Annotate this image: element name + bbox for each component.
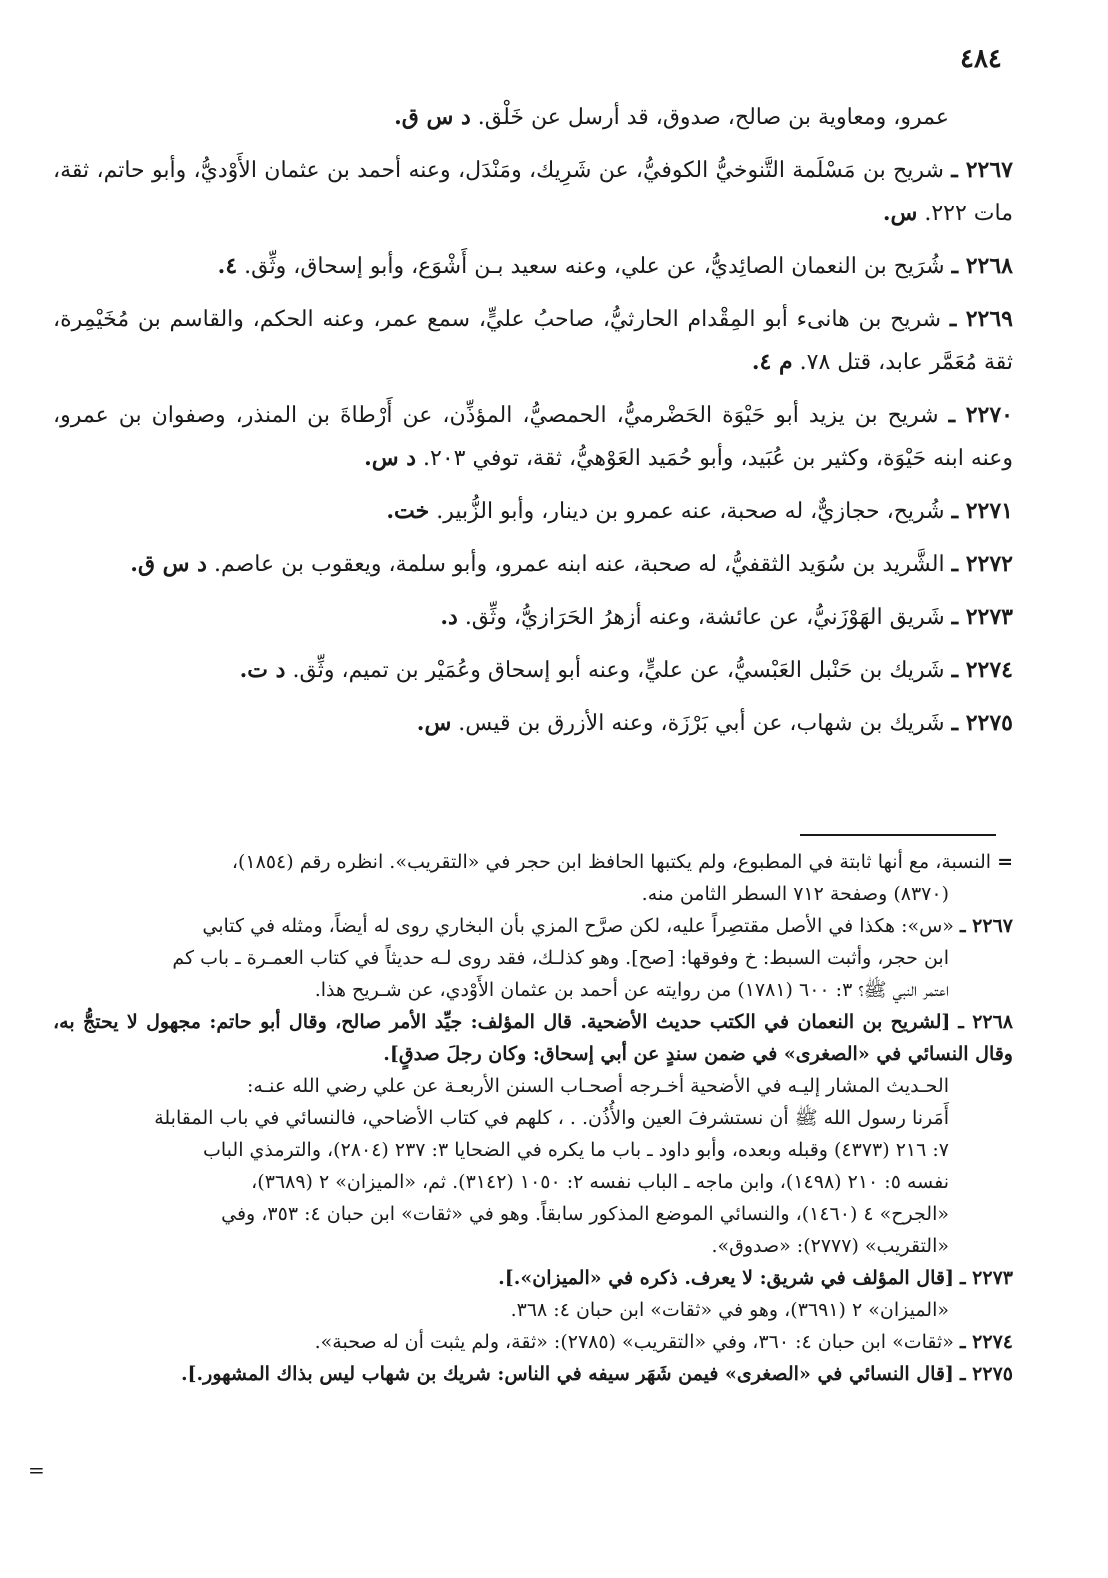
footnote-separator <box>800 834 996 836</box>
entry-2272 <box>53 543 1013 586</box>
entry-2271 <box>53 490 1013 533</box>
footnote-2275 <box>53 1358 1013 1390</box>
entry-sigla: د س ق. <box>130 551 207 577</box>
footnote-line: «س»: هكذا في الأصل مقتصِراً عليه، لكن صرَّح المزي بأن البخاري روى له أيضاً، ومثله في كتابي <box>202 915 954 937</box>
footnote-quote: [قال المؤلف في شريق: لا يعرف. ذكره في «الميزان».]. <box>498 1267 954 1289</box>
footnote-number: ٢٢٧٣ ـ <box>959 1267 1013 1289</box>
entry-2274 <box>53 649 1013 692</box>
entry-2267 <box>53 149 1013 235</box>
entry-2269 <box>53 298 1013 384</box>
footnote-number: = <box>997 851 1013 873</box>
entry-text: شَريق الهَوْزَنيُّ، عن عائشة، وعنه أزهرُ الحَرَازيُّ، وثِّق. <box>464 605 945 630</box>
entry-text: شريح بن مَسْلَمة التَّنوخيُّ الكوفيُّ، عن شَرِيك، ومَنْدَل، وعنه أحمد بن عثمان الأَوْديُّ، وأبو حاتم، ثقة، مات ٢٢٢. <box>53 158 1013 226</box>
entry-number: ٢٢٧٥ ـ <box>951 710 1013 736</box>
footnote-line: النسبة، مع أنها ثابتة في المطبوع، ولم يكتبها الحافظ ابن حجر في «التقريب». انظره رقم (١٨٥٤)، <box>231 851 992 873</box>
footnote-number: ٢٢٦٧ ـ <box>959 915 1013 937</box>
entry-2275 <box>53 702 1013 745</box>
footnote-line: «التقريب» (٢٧٧٧): «صدوق». <box>711 1235 949 1257</box>
page-number: ٤٨٤ <box>960 44 1002 74</box>
entry-sigla: خت. <box>386 498 430 524</box>
entry-text: الشَّريد بن سُوَيد الثقفيُّ، له صحبة، عنه ابنه عمرو، وأبو سلمة، ويعقوب بن عاصم. <box>213 552 945 577</box>
footnote-2274 <box>53 1326 1013 1358</box>
entry-2270 <box>53 394 1013 480</box>
footnote-line: «الميزان» ٢ (٣٦٩١)، وهو في «ثقات» ابن حبان ٤: ٣٦٨. <box>510 1299 949 1321</box>
entry-number: ٢٢٦٩ ـ <box>949 306 1013 332</box>
footnote-line: «الجرح» ٤ (١٤٦٠)، والنسائي الموضع المذكور سابقاً. وهو في «ثقات» ابن حبان ٤: ٣٥٣، وفي <box>221 1203 949 1225</box>
entry-number: ٢٢٧٤ ـ <box>951 657 1013 683</box>
footnote-2268 <box>53 1006 1013 1262</box>
footnote-line: اعتمر النبي ﷺ؟ ٣: ٦٠٠ (١٧٨١) من روايته عن أحمد بن عثمان الأَوْدي، عن شـريح هذا. <box>314 979 949 1001</box>
entry-number: ٢٢٧٣ ـ <box>951 604 1013 630</box>
entry-continuation <box>53 96 1013 139</box>
entry-text: شُريح، حجازيٌّ، له صحبة، عنه عمرو بن دينار، وأبو الزُّبير. <box>436 499 945 524</box>
entry-sigla: د. <box>440 604 458 630</box>
footnote-continuation <box>53 846 1013 910</box>
footnote-line: الحـديث المشار إليـه في الأضحية أخـرجه أصحـاب السنن الأربعـة عن علي رضي الله عنـه: <box>246 1075 949 1097</box>
footnote-quote: [قال النسائي في «الصغرى» فيمن شَهَر سيفه في الناس: شريك بن شهاب ليس بذاك المشهور.]. <box>180 1363 954 1385</box>
entry-text: شَريك بن شهاب، عن أبي بَرْزَة، وعنه الأزرق بن قيس. <box>458 711 945 736</box>
entry-sigla: م ٤. <box>751 349 793 375</box>
entry-2268 <box>53 245 1013 288</box>
entry-text: شريح بن هانىء أبو المِقْدام الحارثيُّ، صاحبُ عليٍّ، سمع عمر، وعنه الحكم، والقاسم بن مُخَيْمِرة، ثقة مُعَمَّر عابد، قتل ٧٨. <box>53 307 1013 375</box>
entry-number: ٢٢٧٠ ـ <box>948 402 1013 428</box>
entry-text: شريح بن يزيد أبو حَيْوَة الحَضْرميُّ، الحمصيُّ، المؤذِّن، عن أَرْطاةَ بن المنذر، وصفوان بن عمرو، وعنه ابنه حَيْوَة، وكثير بن عُبَيد، وأبو حُمَيد العَوْهيُّ، ثقة، توفي ٢٠٣. <box>53 403 1013 471</box>
footnotes <box>53 846 1013 1390</box>
footnote-line: (٨٣٧٠) وصفحة ٧١٢ السطر الثامن منه. <box>641 883 949 905</box>
entry-text: شُرَيح بن النعمان الصائِديُّ، عن علي، وعنه سعيد بـن أَشْوَع، وأبو إسحاق، وثِّق. <box>244 254 945 279</box>
footnote-line: أَمَرنا رسول الله ﷺ أن نستشرفَ العين والأُذُن. . ، كلهم في كتاب الأضاحي، فالنسائي في باب المقابلة <box>154 1107 949 1129</box>
entry-number: ٢٢٧٢ ـ <box>951 551 1013 577</box>
footnote-line: ٧: ٢١٦ (٤٣٧٣) وقبله وبعده، وأبو داود ـ باب ما يكره في الضحايا ٣: ٢٣٧ (٢٨٠٤)، والترمذي الباب <box>203 1139 949 1161</box>
entry-sigla: س. <box>882 200 918 226</box>
footnote-number: ٢٢٧٤ ـ <box>959 1331 1013 1353</box>
continuation-mark: = <box>28 1458 45 1482</box>
footnote-number: ٢٢٧٥ ـ <box>959 1363 1013 1385</box>
biography-entries <box>53 96 1013 755</box>
entry-number: ٢٢٦٧ ـ <box>951 157 1013 183</box>
entry-text: عمرو، ومعاوية بن صالح، صدوق، قد أرسل عن خَلْق. <box>477 105 949 130</box>
entry-number: ٢٢٦٨ ـ <box>951 253 1013 279</box>
entry-text: شَريك بن حَنْبل العَبْسيُّ، عن عليٍّ، وعنه أبو إسحاق وعُمَيْر بن تميم، وثِّق. <box>292 658 945 683</box>
footnote-line: نفسه ٥: ٢١٠ (١٤٩٨)، وابن ماجه ـ الباب نفسه ٢: ١٠٥٠ (٣١٤٢). ثم، «الميزان» ٢ (٣٦٨٩)، <box>251 1171 949 1193</box>
footnote-2273 <box>53 1262 1013 1326</box>
entry-2273 <box>53 596 1013 639</box>
entry-number: ٢٢٧١ ـ <box>951 498 1013 524</box>
footnote-quote: [لشريح بن النعمان في الكتب حديث الأضحية. قال المؤلف: جيِّد الأمر صالح، وقال أبو حاتم: مجهول لا يحتجُّ به، وقال النسائي في «الصغرى» في ضمن سندٍ عن أبي إسحاق: وكان رجلَ صدقٍ]. <box>53 1011 1013 1065</box>
entry-sigla: س. <box>416 710 452 736</box>
footnote-line: ابن حجر، وأثبت السبط: خ وفوقها: [صح]. وهو كذلـك، فقد روى لـه حديثاً في كتاب العمـرة ـ باب كم <box>172 947 949 969</box>
entry-sigla: د س ق. <box>394 104 471 130</box>
entry-sigla: د ت. <box>239 657 286 683</box>
footnote-number: ٢٢٦٨ ـ <box>958 1011 1014 1033</box>
footnote-2267 <box>53 910 1013 1006</box>
footnote-line: «ثقات» ابن حبان ٤: ٣٦٠، وفي «التقريب» (٢٧٨٥): «ثقة، ولم يثبت أن له صحبة». <box>314 1331 954 1353</box>
entry-sigla: ٤. <box>217 253 238 279</box>
entry-sigla: د س. <box>364 445 417 471</box>
